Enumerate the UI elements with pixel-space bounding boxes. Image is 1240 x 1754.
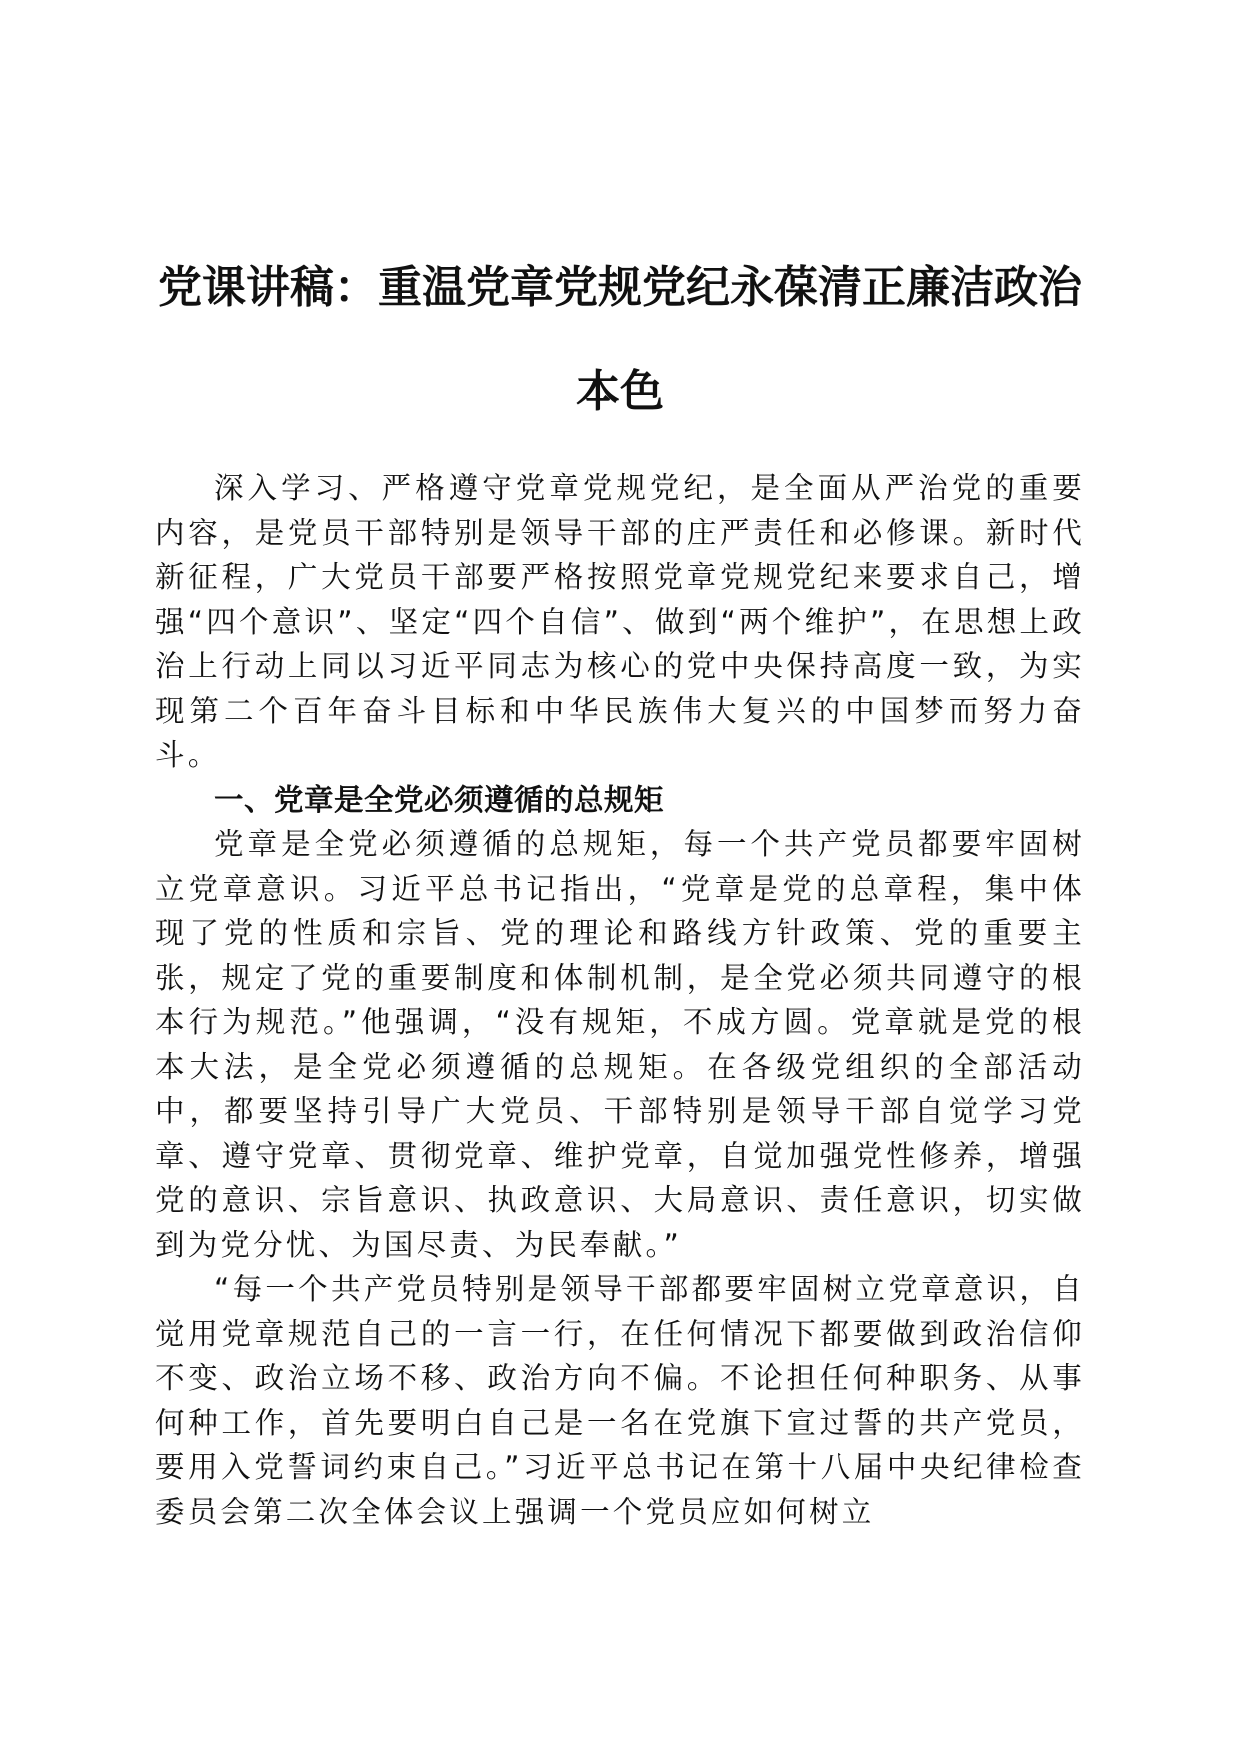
document-title: 党课讲稿：重温党章党规党纪永葆清正廉洁政治本色 [158,262,1082,417]
intro-paragraph: 深入学习、严格遵守党章党规党纪，是全面从严治党的重要内容，是党员干部特别是领导干部的庄严责任和必修课。新时代新征程，广大党员干部要严格按照党章党规党纪来要求自己，增强“四个意识”、坚定“四个自信”、做到“两个维护”，在思想上政治上行动上同以习近平同志为核心的党中央保持高度一致，为实现第二个百年奋斗目标和中华民族伟大复兴的中国梦而努力奋斗。 [155,471,1085,772]
body-paragraph: “每一个共产党员特别是领导干部都要牢固树立党章意识，自觉用党章规范自己的一言一行，在任何情况下都要做到政治信仰不变、政治立场不移、政治方向不偏。不论担任何种职务、从事何种工作，首先要明白自己是一名在党旗下宣过誓的共产党员，要用入党誓词约束自己。”习近平总书记在第十八届中央纪律检查委员会第二次全体会议上强调一个党员应如何树立 [155,1272,1085,1529]
document-body [155,466,1085,1534]
section-heading: 一、党章是全党必须遵循的总规矩 [214,782,665,817]
body-paragraph: 党章是全党必须遵循的总规矩，每一个共产党员都要牢固树立党章意识。习近平总书记指出，“党章是党的总章程，集中体现了党的性质和宗旨、党的理论和路线方针政策、党的重要主张，规定了党的重要制度和体制机制，是全党必须共同遵守的根本行为规范。”他强调，“没有规矩，不成方圆。党章就是党的根本大法，是全党必须遵循的总规矩。在各级党组织的全部活动中，都要坚持引导广大党员、干部特别是领导干部自觉学习党章、遵守党章、贯彻党章、维护党章，自觉加强党性修养，增强党的意识、宗旨意识、执政意识、大局意识、责任意识，切实做到为党分忧、为国尽责、为民奉献。” [155,827,1085,1262]
